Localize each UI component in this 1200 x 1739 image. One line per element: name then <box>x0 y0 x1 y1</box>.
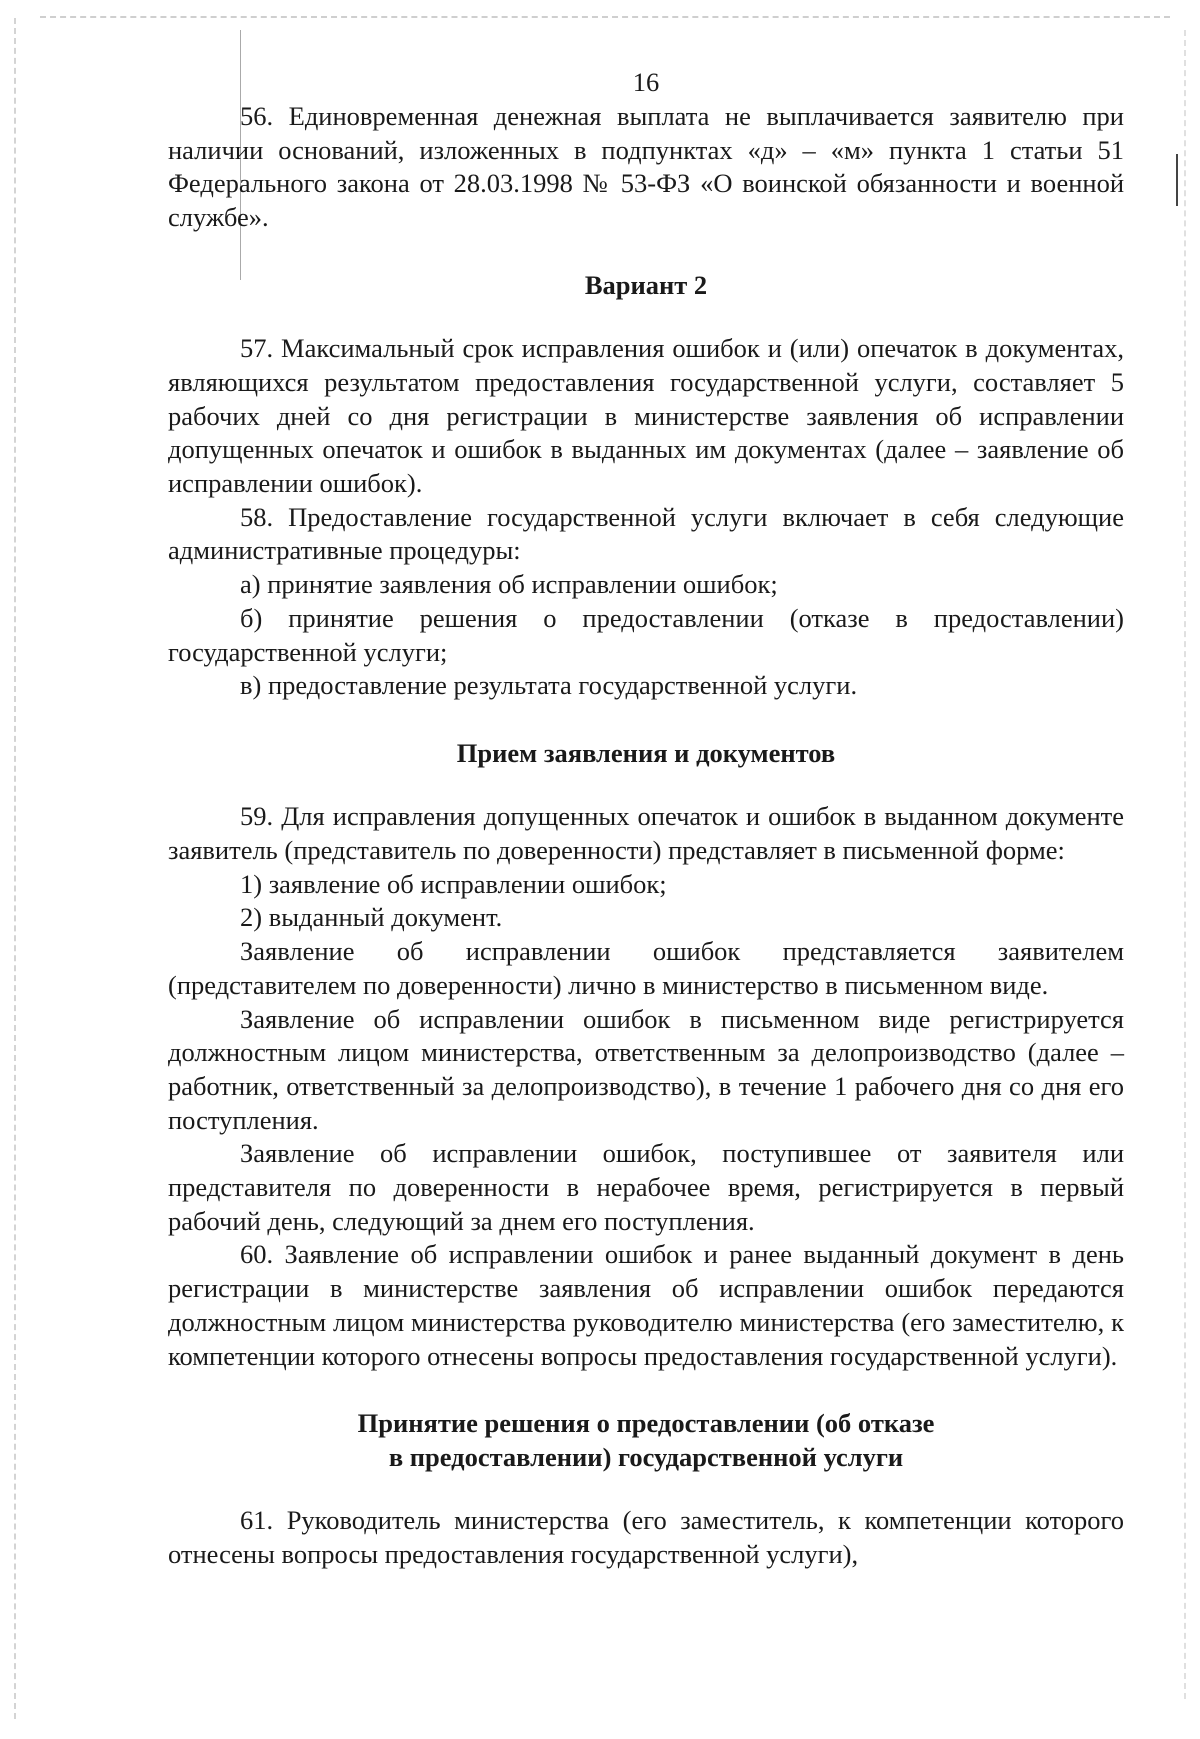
paragraph-59-b: Заявление об исправлении ошибок в письменном виде регистрируется должностным лицом министерства, ответственным за делопроизводство (далее – работник, ответственный за делопроизводство), в течение 1 рабочего дня со дня его поступления. <box>168 1003 1124 1135</box>
heading-variant-2: Вариант 2 <box>584 269 708 300</box>
paragraph-59: 59. Для исправления допущенных опечаток и ошибок в выданном документе заявитель (представитель по доверенности) представляет в письменной форме: <box>168 801 1124 866</box>
scan-mark <box>1176 154 1178 206</box>
heading-decision-line-2: в предоставлении) государственной услуги <box>388 1441 904 1472</box>
paragraph-58-a: а) принятие заявления об исправлении ошибок; <box>240 569 778 600</box>
paragraph-60: 60. Заявление об исправлении ошибок и ранее выданный документ в день регистрации в министерстве заявления об исправлении ошибок передаются должностным лицом министерства руководителю министерства (его заместителю, к компетенции которого отнесены вопросы предоставления государственной услуги). <box>168 1239 1124 1371</box>
paragraph-61: 61. Руководитель министерства (его заместитель, к компетенции которого отнесены вопросы предоставления государственной услуги), <box>168 1505 1124 1570</box>
paragraph-58-v: в) предоставление результата государственной услуги. <box>240 670 858 701</box>
scan-edge-right <box>1184 30 1186 1699</box>
document-body <box>168 66 1124 1572</box>
heading-decision <box>168 1407 1124 1474</box>
heading-decision-line-1: Принятие решения о предоставлении (об отказе <box>357 1407 935 1438</box>
paragraph-57: 57. Максимальный срок исправления ошибок и (или) опечаток в документах, являющихся результатом предоставления государственной услуги, составляет 5 рабочих дней со дня регистрации в министерстве заявления об исправлении допущенных опечаток и ошибок в выданных им документах (далее – заявление об исправлении ошибок). <box>168 333 1124 499</box>
page-number: 16 <box>632 67 660 97</box>
heading-reception: Прием заявления и документов <box>456 737 836 768</box>
scan-edge-top <box>40 16 1170 18</box>
paragraph-58: 58. Предоставление государственной услуги включает в себя следующие административные процедуры: <box>168 501 1124 566</box>
paragraph-59-c: Заявление об исправлении ошибок, поступившее от заявителя или представителя по доверенности в нерабочее время, регистрируется в первый рабочий день, следующий за днем его поступления. <box>168 1138 1124 1236</box>
paragraph-59-2: 2) выданный документ. <box>240 902 503 933</box>
paragraph-59-a: Заявление об исправлении ошибок представляется заявителем (представителем по доверенности) лично в министерство в письменном виде. <box>168 936 1124 1000</box>
paragraph-58-b: б) принятие решения о предоставлении (отказе в предоставлении) государственной услуги; <box>168 602 1124 667</box>
paragraph-59-1: 1) заявление об исправлении ошибок; <box>240 868 667 899</box>
scan-edge-left <box>14 18 16 1719</box>
paragraph-56: 56. Единовременная денежная выплата не выплачивается заявителю при наличии оснований, изложенных в подпунктах «д» – «м» пункта 1 статьи 51 Федерального закона от 28.03.1998 № 53-ФЗ «О воинской обязанности и военной службе». <box>168 101 1124 233</box>
